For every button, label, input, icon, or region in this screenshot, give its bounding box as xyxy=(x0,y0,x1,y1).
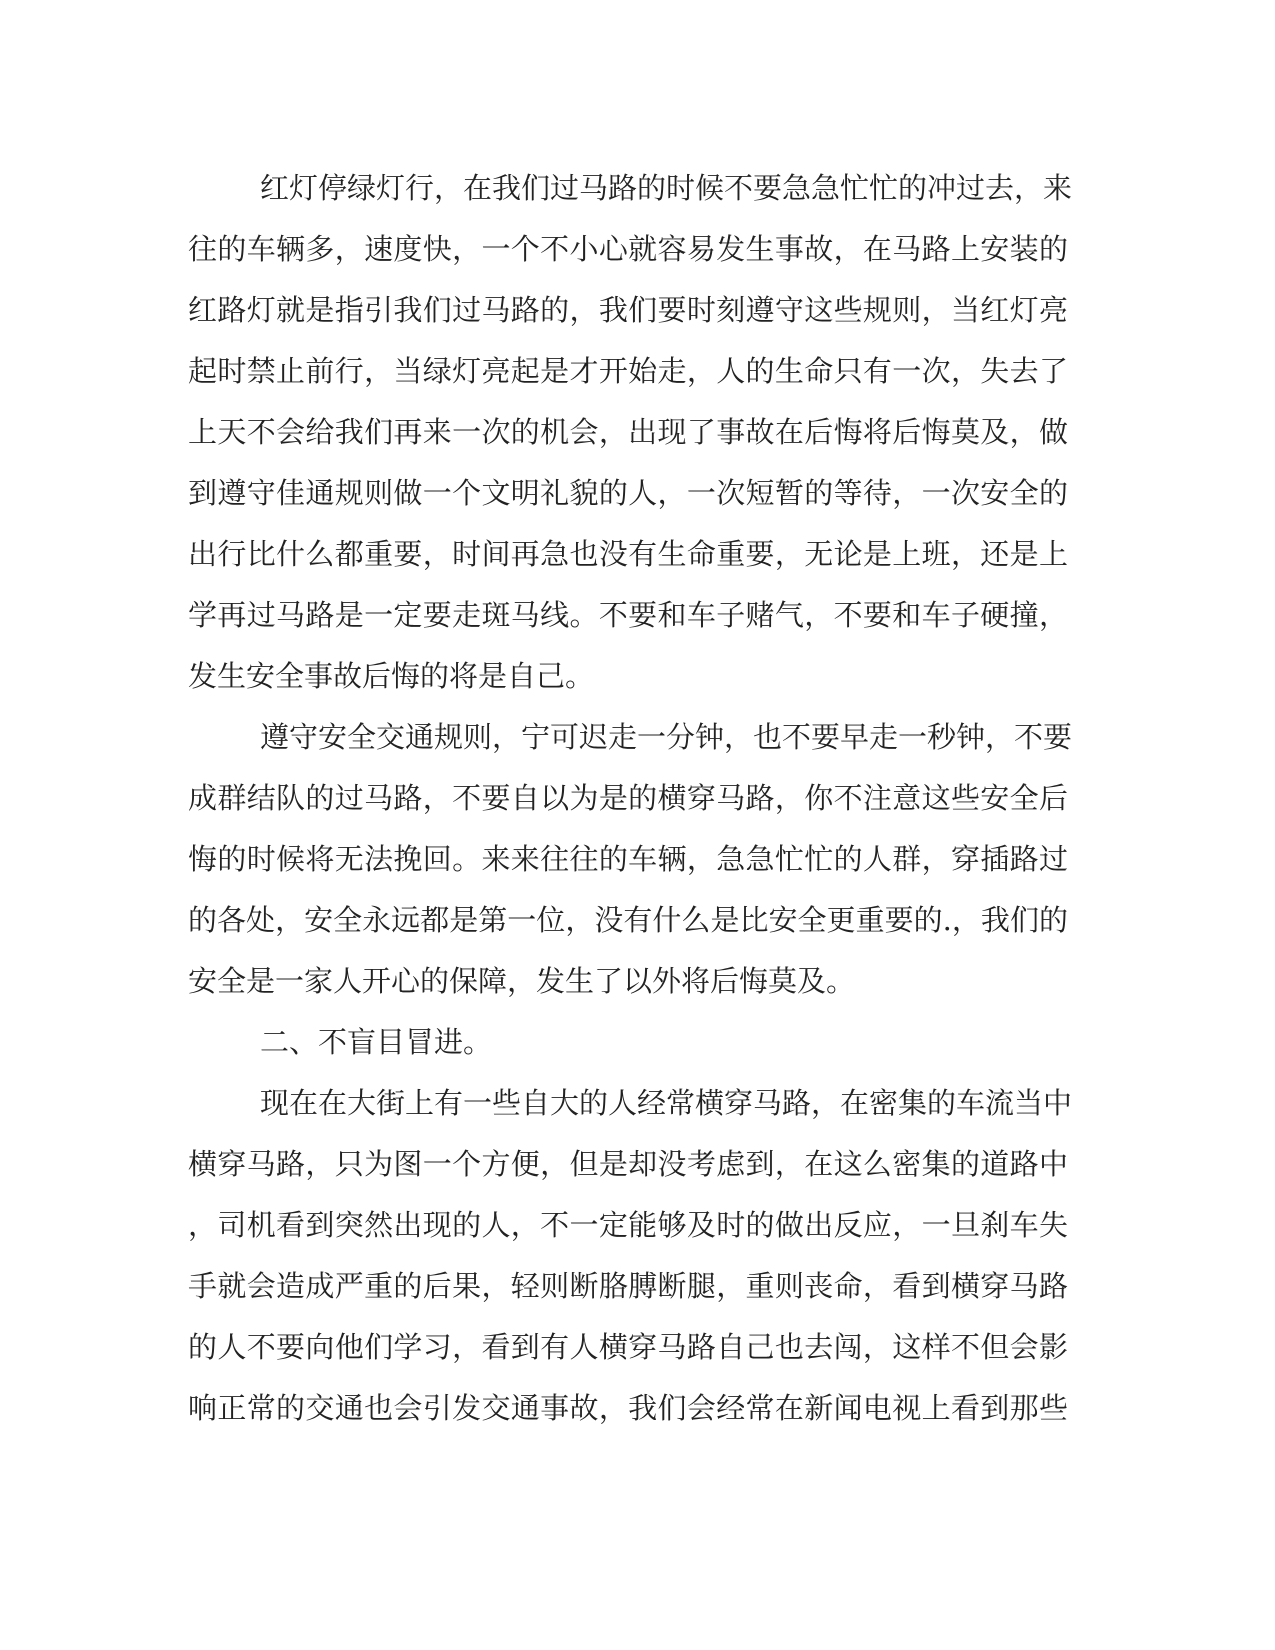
text-line: 的各处，安全永远都是第一位，没有什么是比安全更重要的.，我们的 xyxy=(188,903,1068,937)
text-line: 往的车辆多，速度快，一个不小心就容易发生事故，在马路上安装的 xyxy=(188,232,1068,266)
text-line: ，司机看到突然出现的人，不一定能够及时的做出反应，一旦刹车失 xyxy=(188,1208,1068,1242)
text-line: 手就会造成严重的后果，轻则断胳膊断腿，重则丧命，看到横穿马路 xyxy=(188,1269,1068,1303)
text-line: 到遵守佳通规则做一个文明礼貌的人，一次短暂的等待，一次安全的 xyxy=(188,476,1068,510)
text-line: 响正常的交通也会引发交通事故，我们会经常在新闻电视上看到那些 xyxy=(188,1391,1068,1425)
text-line: 悔的时候将无法挽回。来来往往的车辆，急急忙忙的人群，穿插路过 xyxy=(188,842,1068,876)
text-line: 学再过马路是一定要走斑马线。不要和车子赌气，不要和车子硬撞， xyxy=(188,598,1068,632)
text-line: 成群结队的过马路，不要自以为是的横穿马路，你不注意这些安全后 xyxy=(188,781,1068,815)
document-body xyxy=(188,158,1073,1439)
text-line: 安全是一家人开心的保障，发生了以外将后悔莫及。 xyxy=(188,964,856,998)
text-line: 红灯停绿灯行，在我们过马路的时候不要急急忙忙的冲过去，来 xyxy=(260,171,1073,205)
section-heading: 二、不盲目冒进。 xyxy=(260,1025,493,1059)
text-line: 起时禁止前行，当绿灯亮起是才开始走，人的生命只有一次，失去了 xyxy=(188,354,1068,388)
text-line: 出行比什么都重要，时间再急也没有生命重要，无论是上班，还是上 xyxy=(188,537,1068,571)
text-line: 上天不会给我们再来一次的机会，出现了事故在后悔将后悔莫及，做 xyxy=(188,415,1068,449)
text-line: 的人不要向他们学习，看到有人横穿马路自己也去闯，这样不但会影 xyxy=(188,1330,1068,1364)
text-line: 红路灯就是指引我们过马路的，我们要时刻遵守这些规则，当红灯亮 xyxy=(188,293,1068,327)
text-line: 横穿马路，只为图一个方便，但是却没考虑到，在这么密集的道路中 xyxy=(188,1147,1068,1181)
text-line: 遵守安全交通规则，宁可迟走一分钟，也不要早走一秒钟，不要 xyxy=(260,720,1073,754)
text-line: 现在在大街上有一些自大的人经常横穿马路，在密集的车流当中 xyxy=(260,1086,1073,1120)
text-line: 发生安全事故后悔的将是自己。 xyxy=(188,659,595,693)
